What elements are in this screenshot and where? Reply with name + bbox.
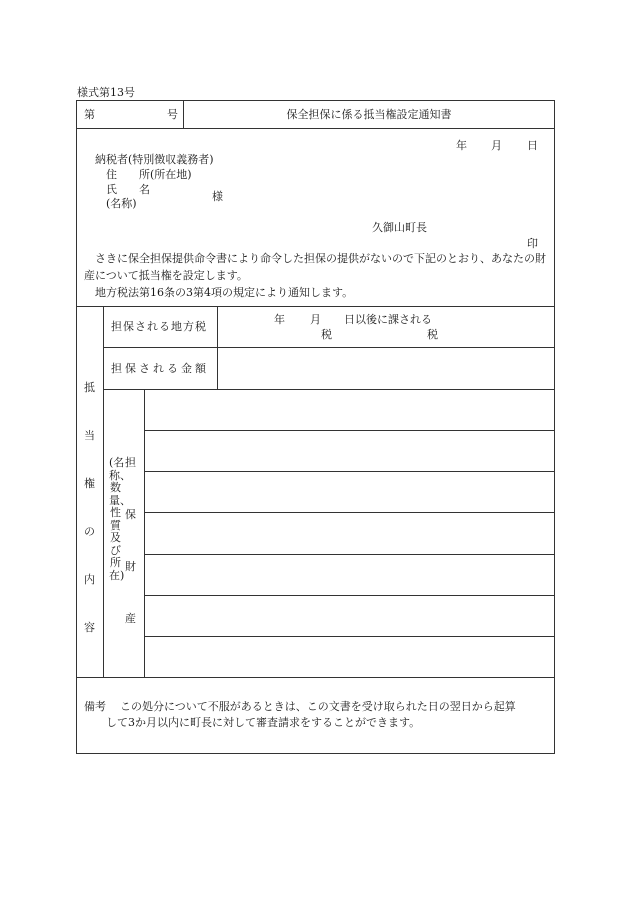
property-row[interactable] bbox=[150, 471, 549, 512]
name-label: 氏 名 bbox=[106, 183, 150, 196]
property-sub-label: (名称、数量、性質及び所在) bbox=[109, 456, 131, 582]
property-row-rule bbox=[144, 636, 555, 637]
body-paragraph-1: さきに保全担保提供命令書により命令した担保の提供がないので下記のとおり、あなたの財産について抵当権を設定します。 bbox=[84, 252, 546, 282]
property-row-rule bbox=[144, 554, 555, 555]
number-prefix: 第 bbox=[84, 108, 95, 121]
date-month: 月 bbox=[491, 139, 502, 152]
property-row-rule bbox=[144, 512, 555, 513]
property-row[interactable] bbox=[150, 595, 549, 636]
property-label-divider bbox=[144, 389, 145, 677]
date-year: 年 bbox=[456, 139, 467, 152]
property-row-rule bbox=[144, 595, 555, 596]
document-title: 保全担保に係る抵当権設定通知書 bbox=[286, 108, 452, 121]
remarks-line-2: して3か月以内に町長に対して審査請求をすることができます。 bbox=[106, 716, 421, 729]
address-label: 住 所(所在地) bbox=[106, 168, 192, 181]
number-suffix: 号 bbox=[167, 108, 178, 121]
property-row[interactable] bbox=[150, 512, 549, 553]
tax-row-tax-1: 税 bbox=[321, 328, 332, 341]
tax-row-label: 担保される地方税 bbox=[111, 320, 207, 333]
name-sub-label: (名称) bbox=[106, 197, 137, 210]
amount-row-label: 担保される金額 bbox=[111, 362, 209, 375]
body-paragraph-2: 地方税法第16条の3第4項の規定により通知します。 bbox=[95, 286, 354, 299]
property-row[interactable] bbox=[150, 554, 549, 595]
property-row[interactable] bbox=[150, 636, 549, 677]
property-row[interactable] bbox=[150, 430, 549, 471]
side-label-divider bbox=[103, 306, 104, 677]
section-top-rule bbox=[76, 306, 555, 307]
property-label: 担保財産 bbox=[125, 456, 136, 625]
tax-row-month: 月 bbox=[310, 313, 321, 326]
remarks-line-1: この処分について不服があるときは、この文書を受け取られた日の翌日から起算 bbox=[120, 700, 516, 713]
issuer-name: 久御山町長 bbox=[372, 221, 427, 234]
taxpayer-label: 納税者(特別徴収義務者) bbox=[95, 153, 214, 166]
remarks-top-rule bbox=[76, 677, 555, 678]
honorific: 様 bbox=[212, 190, 223, 203]
issuer-seal: 印 bbox=[527, 237, 538, 250]
tax-row-bottom-rule bbox=[103, 347, 555, 348]
property-row[interactable] bbox=[150, 389, 549, 430]
tax-row-after: 日以後に課される bbox=[344, 313, 432, 326]
tax-row-tax-2: 税 bbox=[427, 328, 438, 341]
date-day: 日 bbox=[527, 139, 538, 152]
tax-row-year: 年 bbox=[274, 313, 285, 326]
mortgage-side-label: 抵当権の内容 bbox=[84, 381, 95, 634]
header-bottom-rule bbox=[76, 128, 555, 129]
property-row-rule bbox=[144, 430, 555, 431]
property-row-rule bbox=[144, 471, 555, 472]
form-number: 様式第13号 bbox=[77, 86, 135, 99]
remarks-label: 備考 bbox=[84, 700, 106, 713]
